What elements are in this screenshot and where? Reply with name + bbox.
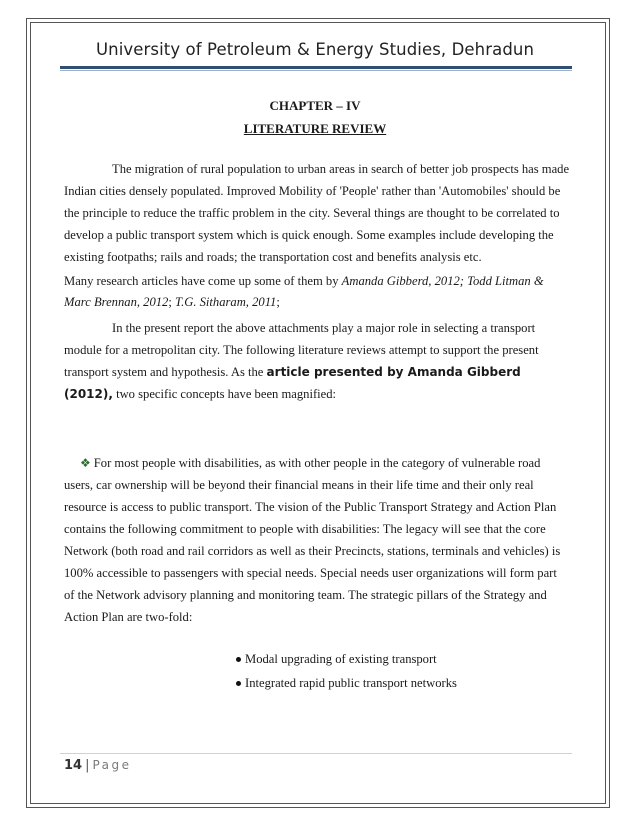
strategic-pillars-list xyxy=(236,647,457,695)
citation-separator: ; xyxy=(168,295,176,309)
bullet-icon xyxy=(236,657,241,662)
header-rule-thin xyxy=(60,70,572,71)
paragraph-present-report xyxy=(64,317,570,405)
footer-separator: | xyxy=(85,758,90,773)
list-item xyxy=(236,671,457,695)
diamond-bullet-icon: ❖ xyxy=(80,456,91,470)
bullet-icon xyxy=(236,681,241,686)
paragraph-research-articles xyxy=(64,271,570,313)
header-rule xyxy=(60,66,572,69)
citation-tail: ; xyxy=(276,295,280,309)
paragraph-migration xyxy=(64,158,570,268)
paragraph-migration-text: The migration of rural population to urban areas in search of better job prospects has made Indian cities densely populated. Improved Mobility of 'People' rather than 'Automobiles' should be the principle to reduce the traffic problem in the city. Several things are thought to be correlated to develop a public transport system which is quick enough. Some examples include developing the existing footpaths; rails and roads; the transportation cost and benefits analysis etc. xyxy=(64,162,570,264)
paragraph-disabilities-text: For most people with disabilities, as with other people in the category of vulnerable road users, car ownership will be beyond their financial means in their life time and their only real resource is access to public transport. The vision of the Public Transport Strategy and Action Plan contains the following commitment to people with disabilities: The legacy will see that the core Network (both road and rail corridors as well as their Precincts, stations, terminals and vehicles) is 100% accessible to passengers with special needs. Special needs user organizations will form part of the Network advisory planning and monitoring team. The strategic pillars of the Strategy and Action Plan are two-fold: xyxy=(64,456,561,624)
article-reference: article presented by Amanda Gibberd (2012), xyxy=(64,365,521,401)
report-tail: two specific concepts have been magnified: xyxy=(112,387,337,401)
chapter-title: LITERATURE REVIEW xyxy=(243,121,387,136)
page-label: Page xyxy=(92,758,132,772)
page-header: University of Petroleum & Energy Studies, Dehradun xyxy=(95,40,535,59)
footer-rule xyxy=(60,753,572,754)
citation-gibberd-litman: Amanda Gibberd, 2012; Todd Litman & Marc Brennan, 2012 xyxy=(64,274,544,309)
page-number: 14 xyxy=(64,758,83,773)
report-lead: In the present report the above attachments play a major role in selecting a transport module for a metropolitan city. The following literature reviews attempt to support the present transport system and hypothesis. As the xyxy=(64,321,539,379)
pillar-label: Integrated rapid public transport networks xyxy=(245,676,457,690)
citation-sitharam: T.G. Sitharam, 2011 xyxy=(175,295,277,309)
page-footer xyxy=(64,758,132,773)
paragraph-disabilities xyxy=(64,452,570,628)
chapter-number: CHAPTER – IV xyxy=(269,98,361,113)
research-lead: Many research articles have come up some of them by xyxy=(64,274,342,288)
list-item xyxy=(236,647,457,671)
pillar-label: Modal upgrading of existing transport xyxy=(245,652,437,666)
